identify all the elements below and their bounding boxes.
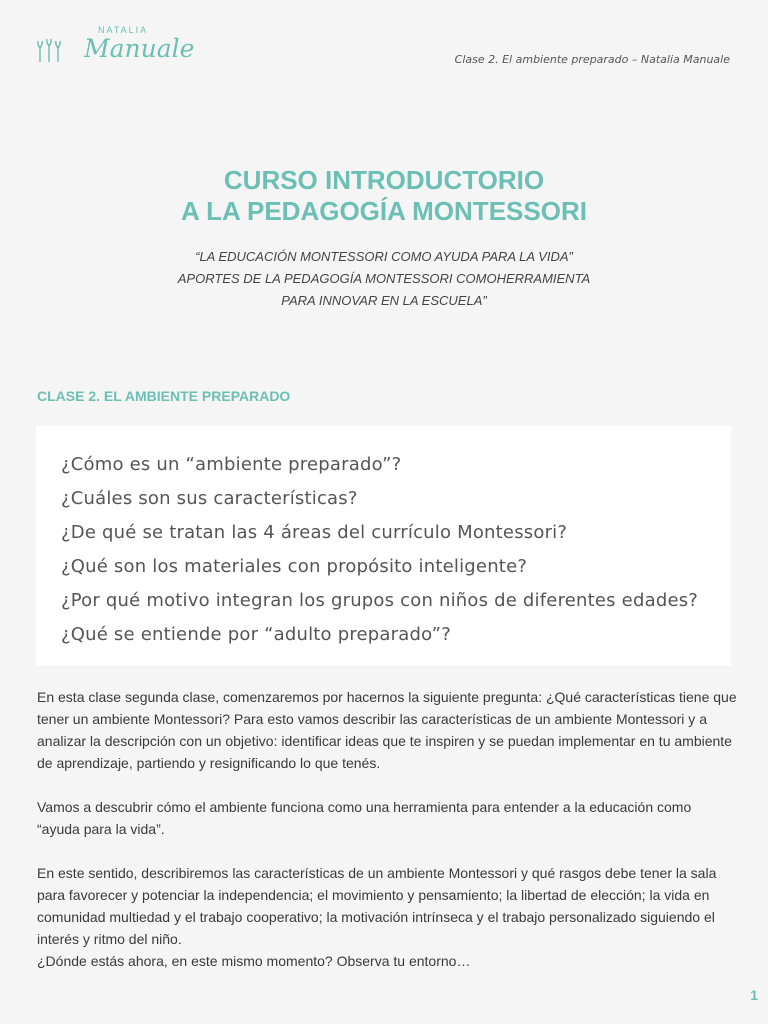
logo-top-text: NATALIA — [98, 25, 149, 35]
paragraph-discover: Vamos a descubrir cómo el ambiente funciona como una herramienta para entender a la educación como “ayuda para la vida”. — [37, 799, 692, 837]
paragraph-characteristics: En este sentido, describiremos las características de un ambiente Montessori y qué rasgos debe tener la sala para favorecer y potenciar la independencia; el movimiento y pensamiento; la libertad de elección; la vida en comunidad multiedad y el trabajo cooperativo; la motivación intrínseca y el trabajo personalizado siguiendo el interés y ritmo del niño. — [37, 865, 717, 947]
section-heading: CLASE 2. EL AMBIENTE PREPARADO — [37, 388, 291, 404]
page-number: 1 — [750, 987, 758, 1003]
questions-list — [36, 426, 731, 652]
paragraph-question: ¿Dónde estás ahora, en este mismo momento? Observa tu entorno… — [37, 953, 471, 969]
question-item: ¿Qué son los materiales con propósito inteligente? — [61, 556, 528, 577]
title-line-1: CURSO INTRODUCTORIO — [223, 165, 545, 195]
question-item: ¿Cómo es un “ambiente preparado”? — [61, 454, 402, 475]
brand-logo — [36, 22, 195, 72]
body-text — [37, 686, 737, 972]
subtitle-line-2: APORTES DE LA PEDAGOGÍA MONTESSORI COMOHERRAMIENTA — [177, 271, 591, 286]
document-subtitle — [0, 246, 768, 312]
questions-box — [36, 426, 731, 666]
question-item: ¿Qué se entiende por “adulto preparado”? — [61, 624, 451, 645]
sprouts-icon — [36, 38, 66, 64]
logo-script-text: Manuale — [84, 34, 195, 63]
paragraph-intro: En esta clase segunda clase, comenzaremos por hacernos la siguiente pregunta: ¿Qué características tiene que tener un ambiente Montessori? Para esto vamos describir las características de un ambiente Montessori y a analizar la descripción con un objetivo: identificar ideas que te inspiren y se puedan implementar en tu ambiente de aprendizaje, partiendo y resignificando lo que tenés. — [37, 689, 737, 771]
running-header: Clase 2. El ambiente preparado – Natalia Manuale — [454, 53, 730, 66]
title-line-2: A LA PEDAGOGÍA MONTESSORI — [181, 196, 587, 226]
subtitle-line-1: “LA EDUCACIÓN MONTESSORI COMO AYUDA PARA LA VIDA” — [195, 249, 573, 264]
subtitle-line-3: PARA INNOVAR EN LA ESCUELA” — [281, 293, 487, 308]
question-item: ¿Por qué motivo integran los grupos con niños de diferentes edades? — [61, 590, 699, 611]
question-item: ¿Cuáles son sus características? — [61, 488, 358, 509]
document-title — [0, 165, 768, 227]
question-item: ¿De qué se tratan las 4 áreas del currículo Montessori? — [61, 522, 568, 543]
